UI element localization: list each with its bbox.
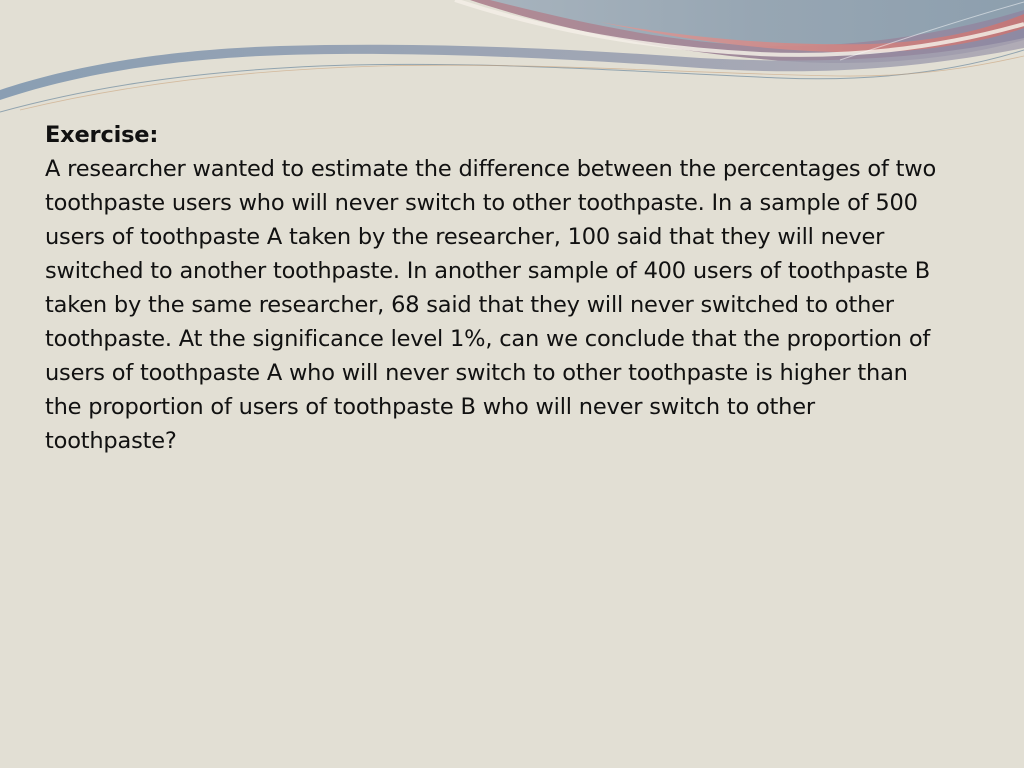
exercise-text-block (45, 118, 945, 458)
decorative-wave-header (0, 0, 1024, 120)
exercise-heading: Exercise: (45, 122, 159, 148)
exercise-question: A researcher wanted to estimate the difference between the percentages of two toothpaste users who will never switch to other toothpaste. In a sample of 500 users of toothpaste A taken by the researcher, 100 said that they will never switched to another toothpaste. In another sample of 400 users of toothpaste B taken by the same researcher, 68 said that they will never switched to other toothpaste. At the significance level 1%, can we conclude that the proportion of users of toothpaste A who will never switch to other toothpaste is higher than the proportion of users of toothpaste B who will never switch to other toothpaste? (45, 156, 937, 454)
